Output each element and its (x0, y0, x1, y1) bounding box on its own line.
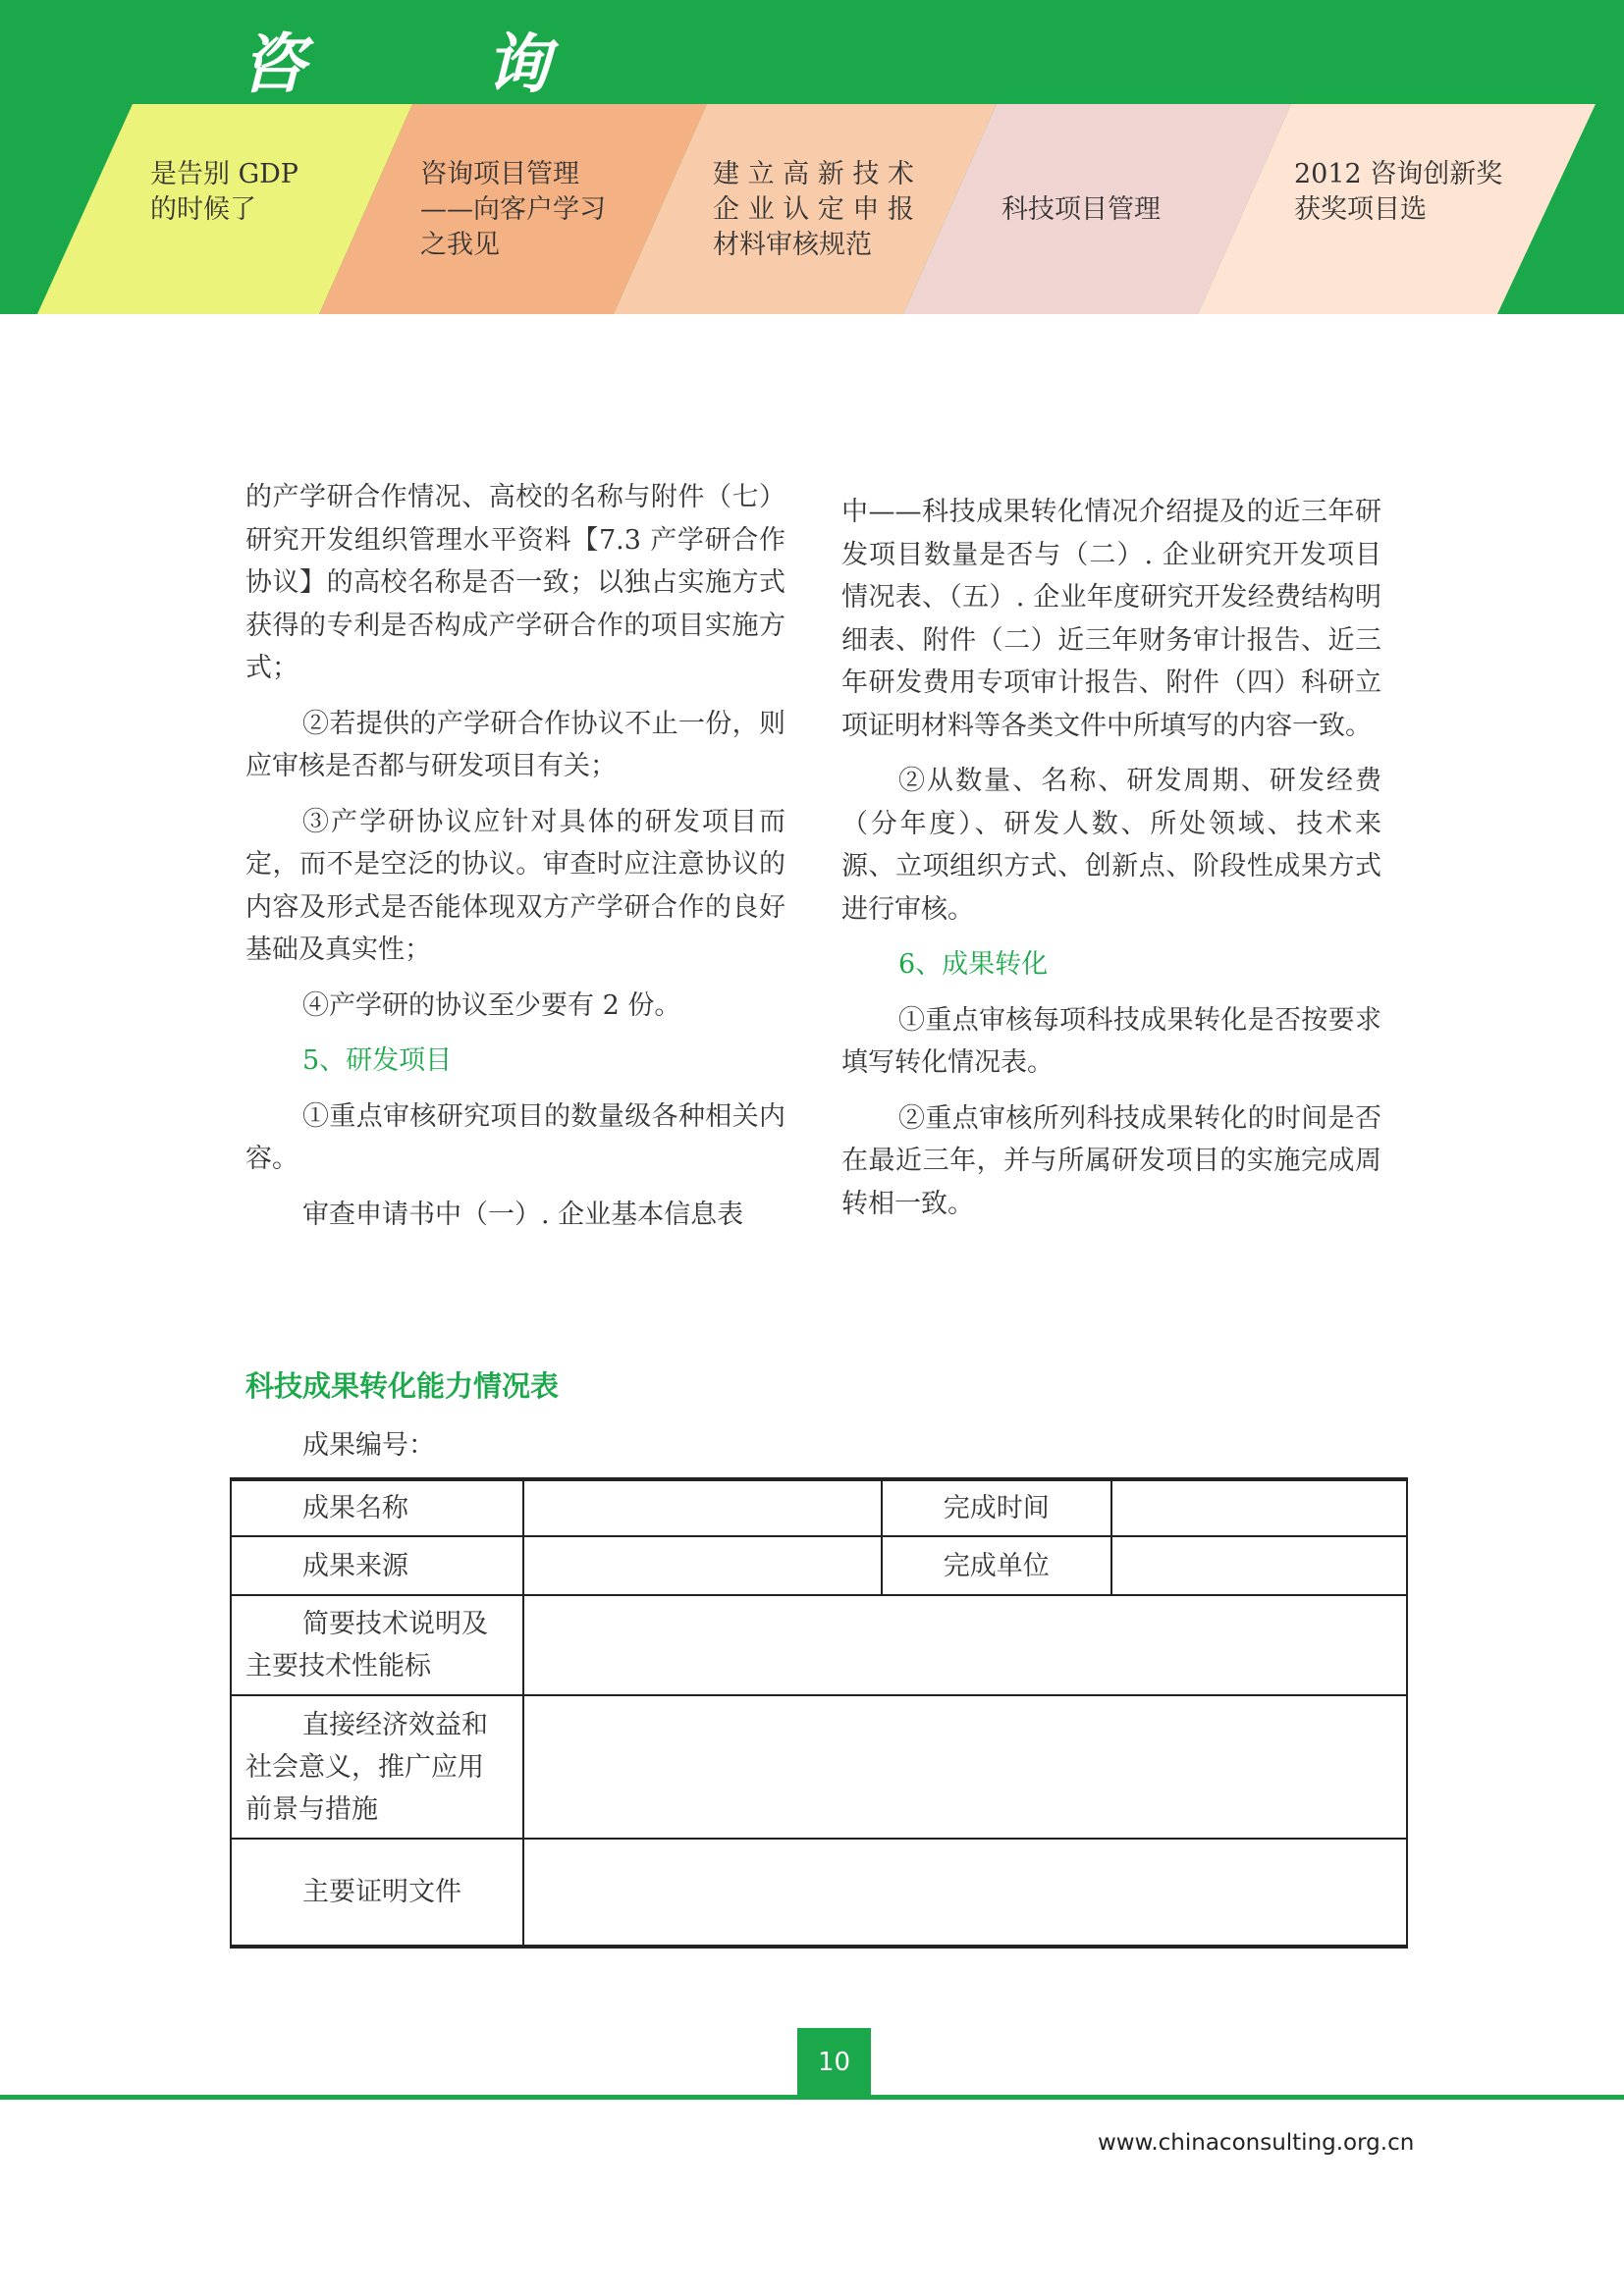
finish-time-field[interactable] (1111, 1479, 1407, 1536)
finish-unit-label: 完成单位 (882, 1536, 1111, 1595)
table-title: 科技成果转化能力情况表 (245, 1369, 560, 1403)
tab-1-line: 之我见 (420, 230, 500, 260)
paragraph: ①重点审核每项科技成果转化是否按要求填写转化情况表。 (841, 1004, 1381, 1078)
result-source-label: 成果来源 (231, 1536, 523, 1595)
tab-1-line: 咨询项目管理 (420, 159, 579, 189)
section-heading: 5、研发项目 (302, 1045, 453, 1076)
table-row (231, 1695, 1407, 1839)
table-row (231, 1595, 1407, 1695)
table-row (231, 1479, 1407, 1536)
tab-4[interactable] (1294, 157, 1502, 228)
paragraph: 的产学研合作情况、高校的名称与附件（七）研究开发组织管理水平资料【7.3 产学研合作协议】的高校名称是否一致；以独占实施方式获得的专利是否构成产学研合作的项目实施方式； (245, 482, 785, 683)
section-tabs (0, 104, 1624, 314)
tab-1[interactable] (420, 157, 606, 263)
brief-description-label: 简要技术说明及主要技术性能标 (231, 1595, 523, 1695)
finish-time-label: 完成时间 (882, 1479, 1111, 1536)
paragraph: ④产学研的协议至少要有 2 份。 (302, 989, 681, 1021)
result-form-table (230, 1477, 1408, 1949)
tab-4-line: 获奖项目选 (1294, 194, 1427, 225)
paragraph: 中——科技成果转化情况介绍提及的近三年研发项目数量是否与（二）. 企业研究开发项目情况表、（五）. 企业年度研究开发经费结构明细表、附件（二）近三年财务审计报告、近三年研发费用专项审计报告、附件（四）科研立项证明材料等各类文件中所填写的内容一致。 (841, 497, 1381, 741)
finish-unit-field[interactable] (1111, 1536, 1407, 1595)
tab-2[interactable] (713, 157, 914, 263)
tab-2-line: 企 业 认 定 申 报 (713, 194, 914, 225)
page-number: 10 (797, 2028, 871, 2097)
right-column (841, 491, 1381, 1238)
tab-2-line: 建 立 高 新 技 术 (713, 159, 914, 189)
result-name-field[interactable] (523, 1479, 882, 1536)
proof-documents-label: 主要证明文件 (231, 1839, 523, 1947)
tab-1-line: ——向客户学习 (420, 194, 606, 225)
paragraph: ②从数量、名称、研发周期、研发经费（分年度）、研发人数、所处领域、技术来源、立项组织方式、创新点、阶段性成果方式进行审核。 (841, 766, 1381, 925)
header-banner (0, 0, 1624, 314)
paragraph: ②若提供的产学研合作协议不止一份，则应审核是否都与研发项目有关； (245, 708, 785, 781)
left-column (245, 476, 785, 1249)
economic-benefit-field[interactable] (523, 1695, 1407, 1839)
tab-0-line: 的时候了 (150, 194, 256, 225)
tab-2-line: 材料审核规范 (713, 230, 872, 260)
economic-benefit-label: 直接经济效益和社会意义，推广应用前景与措施 (231, 1695, 523, 1839)
result-source-field[interactable] (523, 1536, 882, 1595)
result-number-label: 成果编号： (302, 1430, 435, 1461)
masthead-title: 咨 询 (241, 26, 628, 102)
section-heading: 6、成果转化 (898, 949, 1049, 980)
paragraph: ①重点审核研究项目的数量级各种相关内容。 (245, 1100, 785, 1174)
paragraph: ②重点审核所列科技成果转化的时间是否在最近三年，并与所属研发项目的实施完成周转相一致。 (841, 1102, 1381, 1219)
tab-3[interactable] (1001, 192, 1161, 228)
tab-0-line: 是告别 GDP (150, 159, 298, 189)
paragraph: ③产学研协议应针对具体的研发项目而定，而不是空泛的协议。审查时应注意协议的内容及形式是否能体现双方产学研合作的良好基础及真实性； (245, 806, 785, 965)
result-name-label: 成果名称 (231, 1479, 523, 1536)
paragraph: 审查申请书中（一）. 企业基本信息表 (302, 1199, 744, 1230)
footer-url[interactable]: www.chinaconsulting.org.cn (1098, 2130, 1415, 2156)
tab-4-line: 2012 咨询创新奖 (1294, 159, 1503, 189)
table-row (231, 1839, 1407, 1947)
footer-divider (0, 2095, 1624, 2100)
proof-documents-field[interactable] (523, 1839, 1407, 1947)
tab-3-line: 科技项目管理 (1001, 194, 1161, 225)
tab-0[interactable] (150, 157, 298, 228)
brief-description-field[interactable] (523, 1595, 1407, 1695)
table-row (231, 1536, 1407, 1595)
